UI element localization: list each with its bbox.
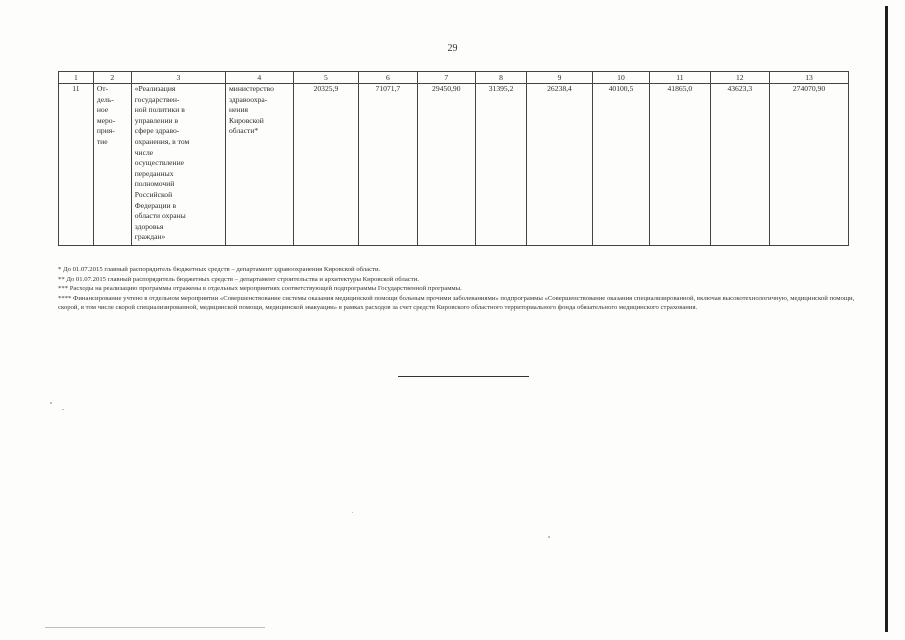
executor-text: министерство здравоохра- нения Кировской области* [229, 84, 274, 136]
column-number-header: 13 [770, 72, 849, 84]
total-value-cell: 274070,90 [770, 84, 849, 246]
footnote: * До 01.07.2015 главный распорядитель бюджетных средств – департамент здравоохранения Кировской области. [58, 266, 381, 273]
column-number-header: 5 [293, 72, 359, 84]
table-row [59, 84, 849, 246]
column-number-header: 6 [359, 72, 417, 84]
row-number-cell: 11 [59, 84, 94, 246]
measure-name-text: «Реализация государствен- ной политики в управлении в сфере здраво- охранения, в том числе осуществление переданных полномочий Российской Федерации в области охраны здоровья граждан» [134, 84, 190, 242]
scan-edge-line [885, 6, 888, 632]
footnote: *** Расходы на реализацию программы отражены в отдельных мероприятиях соответствующей подпрограммы Государственной программы. [58, 285, 462, 293]
measure-name-cell [131, 84, 225, 246]
value-cell: 31395,2 [475, 84, 526, 246]
page-number: 29 [447, 43, 458, 54]
value-cell: 43623,3 [710, 84, 769, 246]
scan-speck [62, 409, 64, 410]
footnote: ** До 01.07.2015 главный распорядитель бюджетных средств – департамент строительства и архитектуры Кировской области. [58, 275, 419, 283]
footnote: **** Финансирование учтено в отдельном мероприятии «Совершенствование системы оказания медицинской помощи больным прочими заболеваниями» подпрограммы «Совершенствование оказания специализированной, включая высокотехнологичную, медицинской помощи, скорой, в том числе скорой специализированной, медицинской помощи, медицинской эвакуации» в рамках расходов за счет средств Кировского областного территориального фонда обязательного медицинского страхования. [58, 294, 855, 312]
scan-bottom-line [45, 627, 265, 628]
executor-cell [226, 84, 294, 246]
end-of-document-rule [398, 376, 529, 377]
column-number-header: 9 [527, 72, 593, 84]
footnotes [58, 265, 870, 313]
value-cell: 26238,4 [527, 84, 593, 246]
column-number-header: 11 [650, 72, 710, 84]
column-number-header: 10 [592, 72, 649, 84]
financing-table [58, 71, 849, 246]
column-number-header: 8 [475, 72, 526, 84]
value-cell: 40100,5 [592, 84, 649, 246]
measure-type-cell [93, 84, 131, 246]
value-cell: 41865,0 [650, 84, 710, 246]
column-number-header: 1 [59, 72, 94, 84]
scan-speck [548, 536, 550, 538]
column-number-header: 12 [710, 72, 769, 84]
column-number-header: 4 [226, 72, 294, 84]
value-cell: 20325,9 [293, 84, 359, 246]
column-number-header: 2 [93, 72, 131, 84]
column-number-header: 3 [131, 72, 225, 84]
value-cell: 29450,90 [417, 84, 475, 246]
value-cell: 71071,7 [359, 84, 417, 246]
scan-speck [50, 402, 52, 404]
column-number-header: 7 [417, 72, 475, 84]
scan-speck [352, 512, 353, 513]
measure-type-text: От- дель- ное меро- прия- тие [96, 84, 116, 146]
table-header-row [59, 72, 849, 84]
